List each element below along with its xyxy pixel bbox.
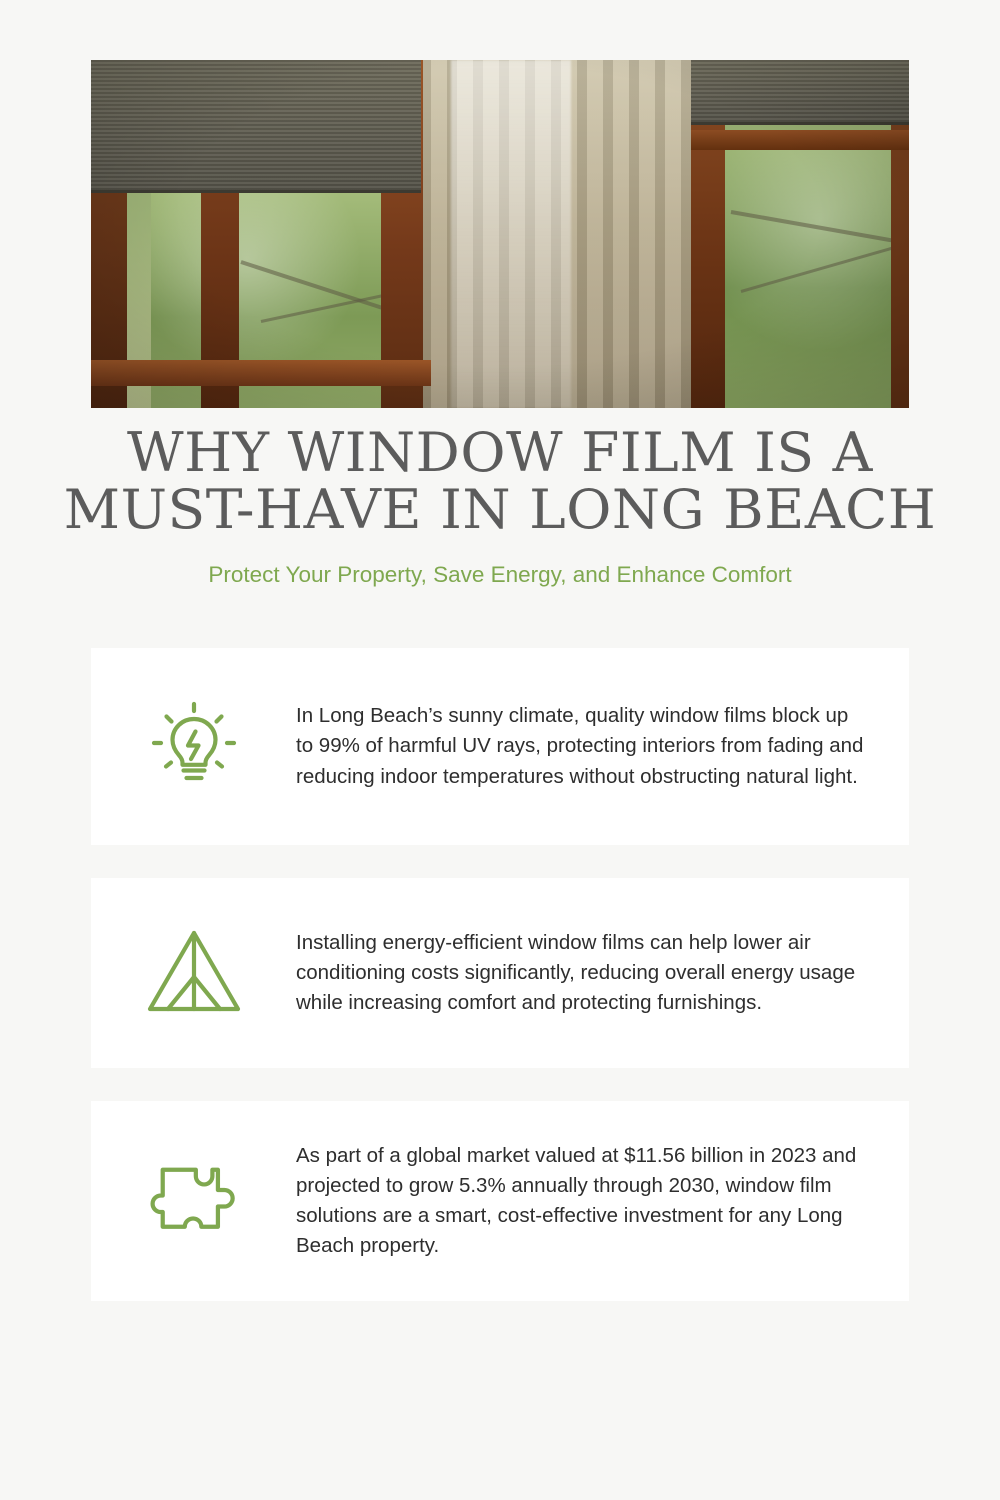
list-item — [91, 648, 909, 845]
hero-image — [91, 60, 909, 408]
card-body: In Long Beach’s sunny climate, quality window films block up to 99% of harmful UV rays, protecting interiors from fading and reducing indoor temperatures without obstructing natural light. — [296, 704, 864, 788]
header-block — [60, 421, 940, 590]
page-title — [51, 421, 949, 542]
list-item — [91, 1101, 909, 1301]
page-title-line-2: MUST-HAVE IN LONG BEACH — [63, 478, 937, 542]
card-text — [296, 701, 909, 791]
hero-vignette — [91, 60, 909, 408]
card-text — [296, 928, 909, 1018]
pyramid-icon — [91, 921, 296, 1025]
list-item — [91, 878, 909, 1068]
card-body: Installing energy-efficient window films can help lower air conditioning costs significantly, reducing overall energy usage while increasing comfort and protecting furnishings. — [296, 930, 856, 1015]
card-text — [296, 1141, 909, 1262]
puzzle-piece-icon — [91, 1149, 296, 1253]
lightbulb-bolt-icon — [91, 695, 296, 799]
hero-scene — [91, 60, 909, 408]
card-body: As part of a global market valued at $11.56 billion in 2023 and projected to grow 5.3% annually through 2030, window film solutions are a smart, cost-effective investment for any Long Beach property. — [296, 1143, 857, 1258]
page-subtitle: Protect Your Property, Save Energy, and Enhance Comfort — [208, 562, 792, 588]
page-title-line-1: WHY WINDOW FILM IS A — [127, 421, 873, 484]
cards-list — [91, 648, 909, 1334]
